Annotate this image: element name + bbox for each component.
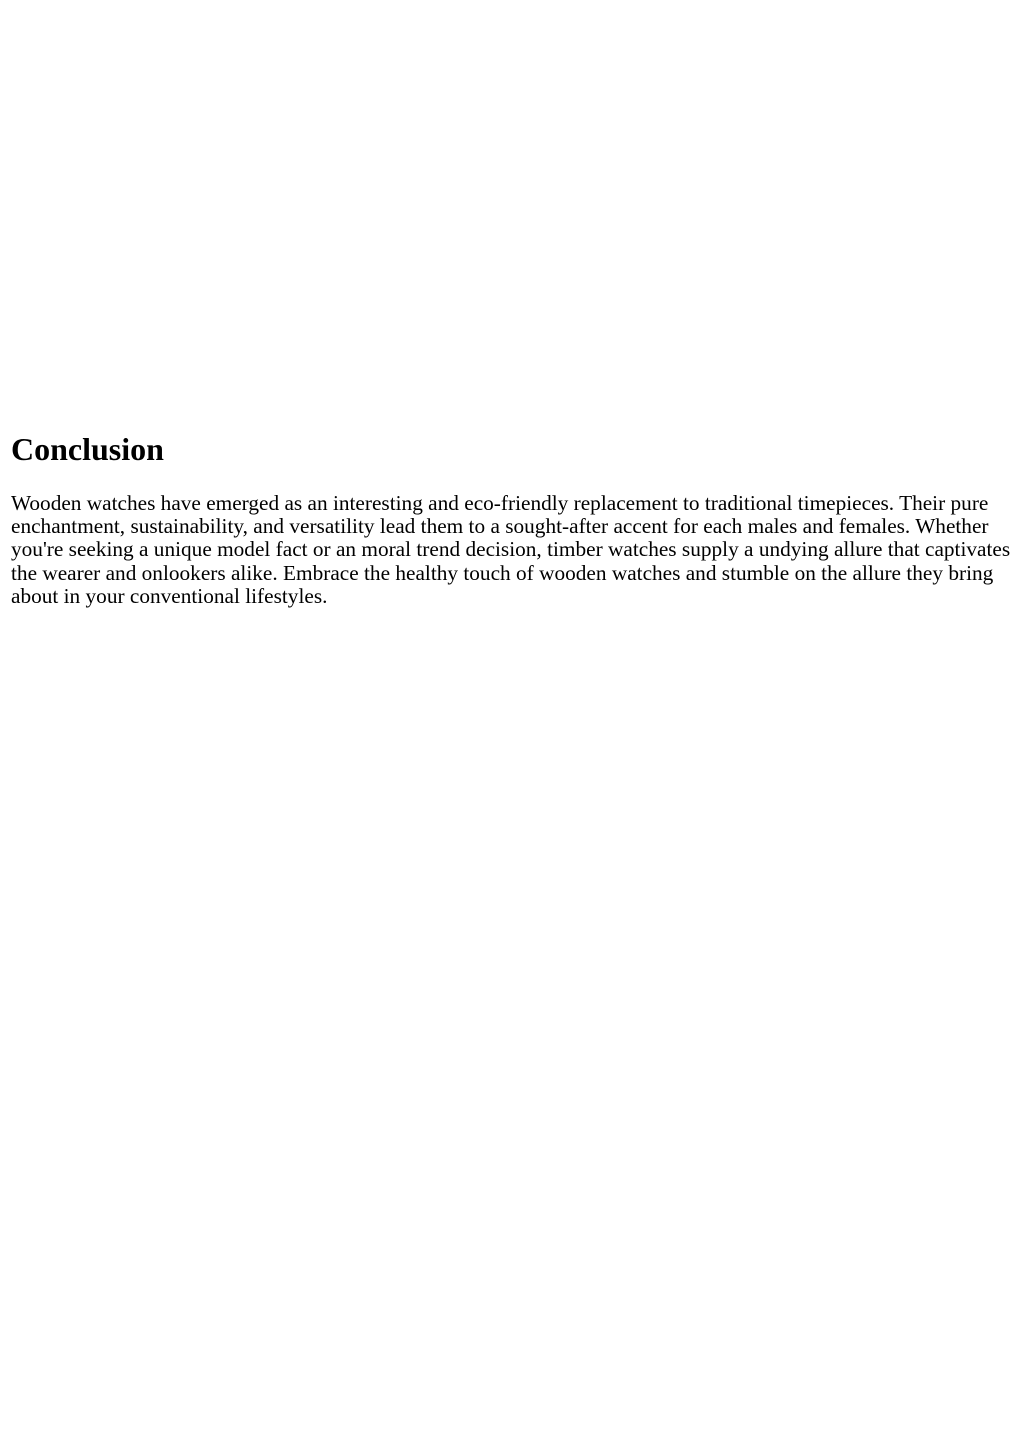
conclusion-paragraph: Wooden watches have emerged as an interesting and eco-friendly replacement to traditional timepieces. Their pure enchantment, sustainability, and versatility lead them to a sought-after accent for each males and females. Whether you're seeking a unique model fact or an moral trend decision, timber watches supply a undying allure that captivates the wearer and onlookers alike. Embrace the healthy touch of wooden watches and stumble on the allure they bring about in your conventional lifestyles. <box>11 491 1011 608</box>
conclusion-heading: Conclusion <box>11 431 164 467</box>
